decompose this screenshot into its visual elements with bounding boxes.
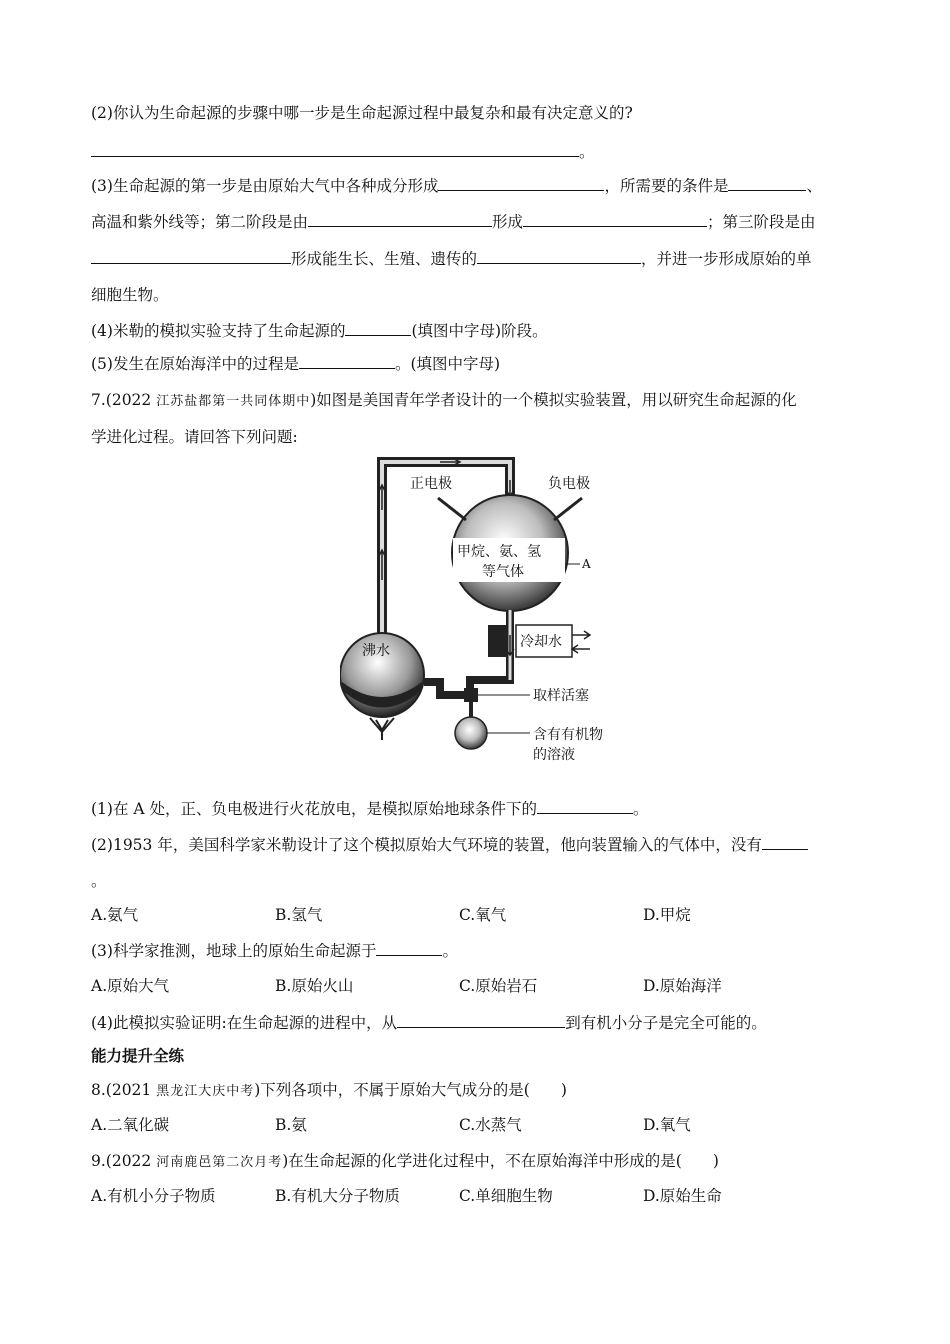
q7-sub3-option-d[interactable]: D.原始海洋 bbox=[643, 977, 722, 995]
q6-sub3-text-b: ，所需要的条件是 bbox=[604, 177, 729, 195]
q6-sub4-text-b: (填图中字母)阶段。 bbox=[411, 322, 548, 340]
positive-electrode bbox=[438, 498, 466, 520]
q7-sub4 bbox=[91, 1012, 767, 1033]
q8-option-a[interactable]: A.二氧化碳 bbox=[91, 1116, 170, 1134]
q7-sub1 bbox=[91, 798, 649, 819]
cooling-arrow-icon bbox=[572, 645, 590, 653]
answer-blank[interactable] bbox=[91, 141, 579, 157]
q6-sub3-line1 bbox=[91, 175, 822, 196]
q7-stem-line1 bbox=[91, 390, 797, 412]
marker-a: A bbox=[582, 557, 591, 571]
q7-sub3-text-b: 。 bbox=[442, 942, 458, 960]
q7-sub2-end: 。 bbox=[91, 872, 107, 890]
q6-sub3-text-c: 、 bbox=[806, 177, 822, 195]
q9-stem bbox=[91, 1151, 719, 1173]
answer-blank[interactable] bbox=[299, 353, 395, 369]
answer-blank[interactable] bbox=[438, 175, 604, 191]
q7-sub2-option-b[interactable]: B.氢气 bbox=[275, 906, 323, 924]
q6-sub3-text-g: 形成能生长、生殖、遗传的 bbox=[291, 250, 478, 268]
q6-sub3-line3 bbox=[91, 248, 812, 269]
valve-label: 取样活塞 bbox=[533, 688, 589, 704]
q7-stem-a: )如图是美国青年学者设计的一个模拟实验装置，用以研究生命起源的化 bbox=[310, 391, 797, 409]
q7-sub4-text-a: (4)此模拟实验证明:在生命起源的进程中，从 bbox=[91, 1014, 398, 1032]
q9-option-b[interactable]: B.有机大分子物质 bbox=[275, 1187, 400, 1205]
cooling-arrow-icon bbox=[572, 631, 590, 639]
positive-electrode-label: 正电极 bbox=[410, 476, 452, 492]
answer-blank[interactable] bbox=[477, 248, 641, 264]
cooling-label: 冷却水 bbox=[520, 634, 562, 650]
q7-stem-line2: 学进化过程。请回答下列问题: bbox=[91, 428, 298, 446]
boiling-label: 沸水 bbox=[362, 643, 390, 659]
q7-sub4-text-b: 到有机小分子是完全可能的。 bbox=[565, 1014, 767, 1032]
q9-option-d[interactable]: D.原始生命 bbox=[643, 1187, 722, 1205]
q8-source: 黑龙江大庆中考 bbox=[156, 1084, 255, 1099]
q9-option-a[interactable]: A.有机小分子物质 bbox=[91, 1187, 216, 1205]
sampling-valve bbox=[464, 688, 478, 702]
q7-sub2-option-d[interactable]: D.甲烷 bbox=[643, 906, 691, 924]
q6-sub3-text-e: 形成 bbox=[492, 213, 524, 231]
q8-option-b[interactable]: B.氨 bbox=[275, 1116, 307, 1134]
q8-option-c[interactable]: C.水蒸气 bbox=[459, 1116, 522, 1134]
answer-blank[interactable] bbox=[308, 211, 492, 227]
q8-option-d[interactable]: D.氧气 bbox=[643, 1116, 691, 1134]
gas-label-line1: 甲烷、氨、氢 bbox=[457, 544, 541, 560]
q8-number: 8.(2021 bbox=[91, 1081, 157, 1099]
q6-sub3-text-f: ；第三阶段是由 bbox=[707, 213, 816, 231]
q8-stem bbox=[91, 1080, 567, 1102]
q7-sub3-option-b[interactable]: B.原始火山 bbox=[275, 977, 354, 995]
q7-source: 江苏盐都第一共同体期中 bbox=[156, 394, 311, 409]
q6-sub4 bbox=[91, 320, 548, 341]
answer-blank[interactable] bbox=[523, 211, 707, 227]
negative-electrode bbox=[554, 498, 582, 520]
q6-sub5-text-b: 。(填图中字母) bbox=[394, 355, 501, 373]
answer-blank[interactable] bbox=[376, 940, 442, 956]
answer-blank[interactable] bbox=[728, 175, 806, 191]
answer-blank[interactable] bbox=[762, 834, 808, 850]
q7-sub1-text-a: (1)在 A 处，正、负电极进行火花放电，是模拟原始地球条件下的 bbox=[91, 800, 538, 818]
q7-sub3-text-a: (3)科学家推测，地球上的原始生命起源于 bbox=[91, 942, 377, 960]
sample-flask bbox=[455, 717, 487, 749]
negative-electrode-label: 负电极 bbox=[548, 476, 590, 492]
q7-sub3-option-a[interactable]: A.原始大气 bbox=[91, 977, 170, 995]
solution-label-line2: 的溶液 bbox=[533, 747, 575, 763]
q6-sub5 bbox=[91, 353, 500, 374]
solution-label-line1: 含有有机物 bbox=[533, 727, 603, 743]
flame-icon bbox=[370, 718, 394, 732]
return-tube bbox=[424, 682, 470, 695]
gas-label-line2: 等气体 bbox=[482, 564, 524, 580]
q6-sub3-text-d: 高温和紫外线等；第二阶段是由 bbox=[91, 213, 309, 231]
q6-sub2-end: 。 bbox=[579, 143, 595, 161]
q8-stem-text: )下列各项中，不属于原始大气成分的是( ) bbox=[254, 1081, 567, 1099]
answer-blank[interactable] bbox=[397, 1012, 565, 1028]
q9-stem-text: )在生命起源的化学进化过程中，不在原始海洋中形成的是( ) bbox=[282, 1152, 719, 1170]
q6-sub4-text-a: (4)米勒的模拟实验支持了生命起源的 bbox=[91, 322, 346, 340]
q7-number: 7.(2022 bbox=[91, 391, 157, 409]
cooling-jacket bbox=[488, 625, 506, 657]
q6-sub3-text-h: ，并进一步形成原始的单 bbox=[641, 250, 812, 268]
q7-sub2-option-c[interactable]: C.氧气 bbox=[459, 906, 507, 924]
q6-sub5-text-a: (5)发生在原始海洋中的过程是 bbox=[91, 355, 299, 373]
q9-option-c[interactable]: C.单细胞生物 bbox=[459, 1187, 553, 1205]
answer-blank[interactable] bbox=[345, 320, 411, 336]
q7-sub3-option-c[interactable]: C.原始岩石 bbox=[459, 977, 538, 995]
q6-sub3-text-a: (3)生命起源的第一步是由原始大气中各种成分形成 bbox=[91, 177, 439, 195]
q7-sub2-option-a[interactable]: A.氨气 bbox=[91, 906, 139, 924]
q6-sub2-text: (2)你认为生命起源的步骤中哪一步是生命起源过程中最复杂和最有决定意义的? bbox=[91, 104, 633, 122]
q7-sub2-text-a: (2)1953 年，美国科学家米勒设计了这个模拟原始大气环境的装置，他向装置输入的气体中，没有 bbox=[91, 836, 762, 854]
answer-blank[interactable] bbox=[91, 248, 291, 264]
q7-sub2 bbox=[91, 834, 808, 855]
q9-number: 9.(2022 bbox=[91, 1152, 157, 1170]
q7-sub3 bbox=[91, 940, 458, 961]
q9-source: 河南鹿邑第二次月考 bbox=[156, 1155, 283, 1170]
q6-sub2-answer-line bbox=[91, 141, 595, 162]
q6-sub3-line4: 细胞生物。 bbox=[91, 286, 169, 304]
q7-sub1-text-b: 。 bbox=[633, 800, 649, 818]
q6-sub3-line2 bbox=[91, 211, 816, 232]
answer-blank[interactable] bbox=[537, 798, 633, 814]
miller-experiment-diagram bbox=[340, 450, 620, 768]
section-title: 能力提升全练 bbox=[91, 1047, 185, 1065]
